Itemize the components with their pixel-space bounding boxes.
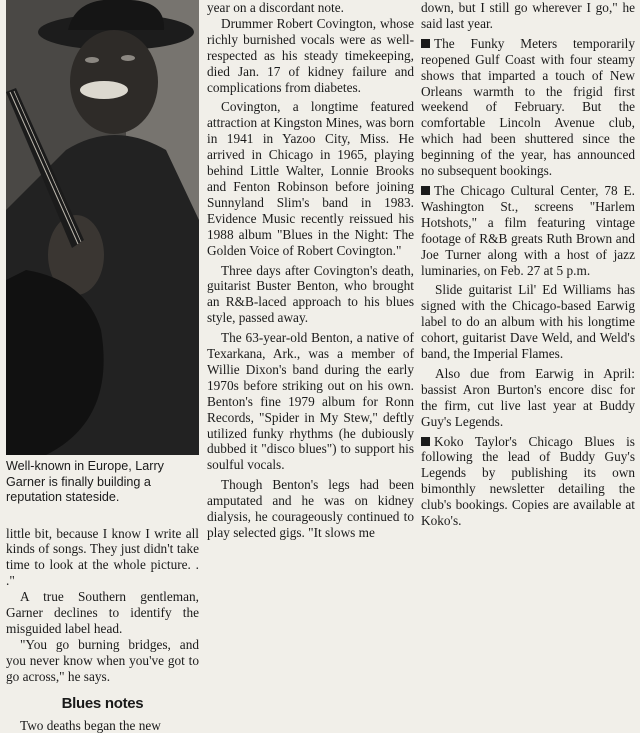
col3-paragraph-1: down, but I still go wherever I go," he said last year. — [421, 0, 635, 31]
col1-paragraph-4: Two deaths began the new — [20, 717, 161, 733]
col3-paragraph-3-text: The Chicago Cultural Center, 78 E. Washington St., screens "Harlem Hotshots," a film featuring vintage footage of R&B greats Ruth Brown and Joe Turner along with a host of jazz luminaries, on Feb. 27 at 5 p.m. — [421, 182, 635, 278]
col1-paragraph-2: A true Southern gentleman, Garner declines to identify the misguided label head. — [6, 589, 199, 636]
bullet-square-icon — [421, 186, 430, 195]
col2-paragraph-1: year on a discordant note. — [207, 0, 344, 15]
col1-paragraph-1: little bit, because I know I write all kinds of songs. They just didn't take time to look at the whole picture. . ." — [6, 525, 199, 589]
photo-caption: Well-known in Europe, Larry Garner is finally building a reputation stateside. — [6, 459, 164, 504]
col3-paragraph-2 — [421, 36, 635, 179]
col2-paragraph-3: Covington, a longtime featured attraction at Kingston Mines, was born in 1941 in Yazoo City, Miss. He arrived in Chicago in 1965, playing behind Little Walter, Lonnie Brooks and Fenton Robinson before joining Sunnyland Slim's band in 1983. Evidence Music recently reissued his 1988 album "Blues in the Night: The Golden Voice of Robert Covington." — [207, 99, 414, 258]
col2-paragraph-6: Though Benton's legs had been amputated and he was on kidney dialysis, he courageously continued to play selected gigs. "It slows me — [207, 477, 414, 540]
column-2 — [207, 0, 414, 541]
col3-paragraph-2-text: The Funky Meters temporarily reopened Gulf Coast with four steamy shows that imparted a touch of New Orleans warmth to the frigid first weekend of February. But the comfortable Lincoln Avenue club, which had been shuttered since the beginning of the year, has announced no subsequent bookings. — [421, 35, 635, 179]
col2-paragraph-4: Three days after Covington's death, guitarist Buster Benton, who brought an R&B-laced approach to his blues style, passed away. — [207, 262, 414, 326]
col3-paragraph-5: Also due from Earwig in April: bassist Aron Burton's encore disc for the firm, cut live last year at Buddy Guy's Legends. — [421, 365, 635, 429]
section-heading: Blues notes — [61, 694, 144, 712]
col1-paragraph-3: "You go burning bridges, and you never know when you've got to go across," he says. — [6, 636, 199, 684]
photo-larry-garner — [6, 0, 199, 455]
photo-illustration — [6, 0, 199, 455]
col3-paragraph-4: Slide guitarist Lil' Ed Williams has signed with the Chicago-based Earwig label to do an album with his longtime cohort, guitarist Dave Weld, and Weld's band, the Imperial Flames. — [421, 282, 635, 362]
bullet-square-icon — [421, 437, 430, 446]
column-3 — [421, 0, 635, 529]
column-1 — [6, 0, 199, 733]
bullet-square-icon — [421, 39, 430, 48]
col3-paragraph-6-text: Koko Taylor's Chicago Blues is following the lead of Buddy Guy's Legends by publishing its own bimonthly newsletter detailing the club's bookings. Copies are available at Koko's. — [421, 433, 635, 529]
col2-paragraph-2: Drummer Robert Covington, whose richly burnished vocals were as well-respected as his steady timekeeping, died Jan. 17 of kidney failure and complications from diabetes. — [207, 15, 414, 95]
col3-paragraph-6 — [421, 434, 635, 529]
col2-paragraph-5: The 63-year-old Benton, a native of Texarkana, Ark., was a member of Willie Dixon's band during the early 1970s before striking out on his own. Benton's fine 1979 album for Ronn Records, "Spider in My Stew," deftly utilized funky rhythms (he dubiously dubbed it "disco blues") to support his soulful vocals. — [207, 330, 414, 473]
col3-paragraph-3 — [421, 183, 635, 278]
